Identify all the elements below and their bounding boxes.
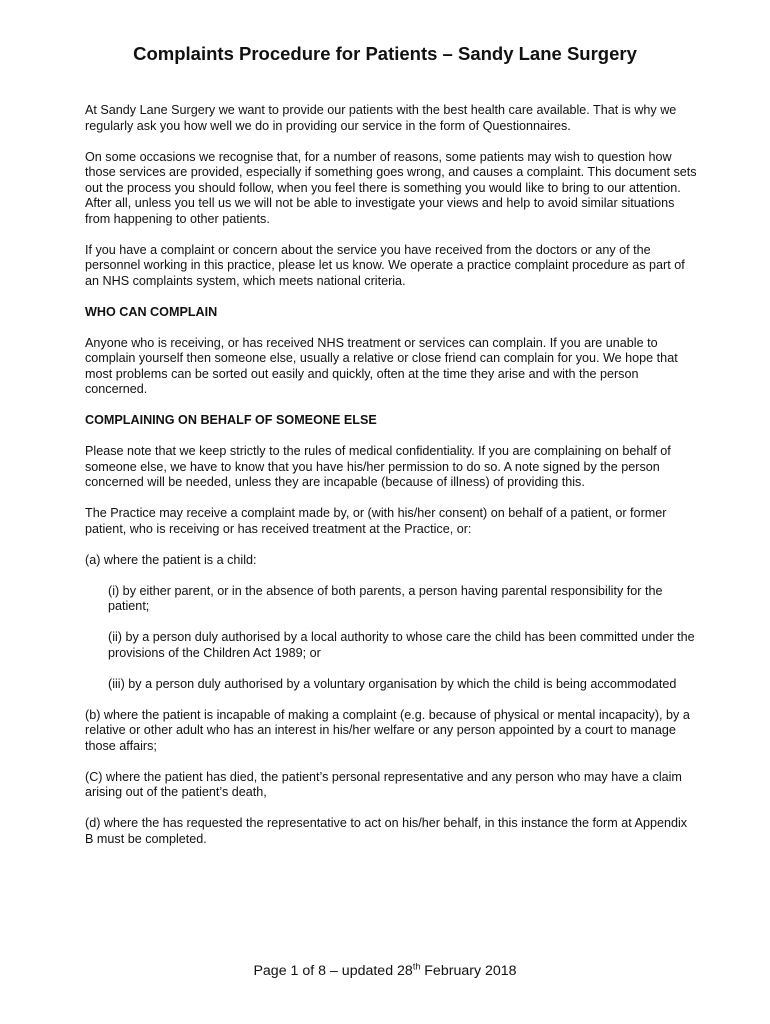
behalf-paragraph-2: The Practice may receive a complaint made by, or (with his/her consent) on behalf of a patient, or former patient, who is receiving or has received treatment at the Practice, or: bbox=[85, 506, 667, 536]
list-item-c: (C) where the patient has died, the patient’s personal representative and any person who may have a claim arising out of the patient’s death, bbox=[85, 769, 682, 799]
list-item-a-ii: (ii) by a person duly authorised by a local authority to whose care the child has been committed under the provisions of the Children Act 1989; or bbox=[108, 630, 695, 660]
intro-paragraph-2: On some occasions we recognise that, for a number of reasons, some patients may wish to question how those services are provided, especially if something goes wrong, and causes a complaint. This document sets out the process you should follow, when you feel there is something you would like to bring to our attention. After all, unless you tell us we will not be able to investigate your views and help to avoid similar situations from happening to other patients. bbox=[85, 149, 697, 226]
page-footer bbox=[0, 962, 770, 980]
behalf-paragraph-1: Please note that we keep strictly to the rules of medical confidentiality. If you are complaining on behalf of someone else, we have to know that you have his/her permission to do so. A note signed by the person concerned will be needed, unless they are incapable (because of illness) of providing this. bbox=[85, 444, 671, 489]
list-item-b: (b) where the patient is incapable of making a complaint (e.g. because of physical or mental incapacity), by a relative or other adult who has an interest in his/her welfare or any person appointed by a court to manage those affairs; bbox=[85, 707, 690, 753]
list-item-a-i: (i) by either parent, or in the absence of both parents, a person having parental responsibility for the patient; bbox=[108, 583, 663, 613]
list-item-a-iii: (iii) by a person duly authorised by a voluntary organisation by which the child is being accommodated bbox=[108, 676, 677, 691]
intro-paragraph-1: At Sandy Lane Surgery we want to provide our patients with the best health care available. That is why we regularly ask you how well we do in providing our service in the form of Questionnaires. bbox=[85, 103, 677, 133]
list-item-d: (d) where the has requested the representative to act on his/her behalf, in this instance the form at Appendix B must be completed. bbox=[85, 816, 688, 846]
intro-paragraph-3: If you have a complaint or concern about the service you have received from the doctors or any of the personnel working in this practice, please let us know. We operate a practice complaint procedure as part of an NHS complaints system, which meets national criteria. bbox=[85, 242, 685, 288]
footer-date-superscript: th bbox=[412, 961, 421, 972]
who-can-complain-paragraph: Anyone who is receiving, or has received NHS treatment or services can complain. If you are unable to complain yourself then someone else, usually a relative or close friend can complain for you. We hope that most problems can be sorted out easily and quickly, often at the time they arise and with the person concerned. bbox=[85, 335, 678, 396]
list-item-a: (a) where the patient is a child: bbox=[85, 552, 257, 567]
page-title: Complaints Procedure for Patients – Sandy Lane Surgery bbox=[133, 43, 637, 64]
section-heading-who-can-complain: WHO CAN COMPLAIN bbox=[85, 304, 218, 319]
footer-page-info: Page 1 of 8 – updated 28 bbox=[253, 963, 413, 979]
footer-date-suffix: February 2018 bbox=[420, 963, 517, 979]
section-heading-complaining-on-behalf: COMPLAINING ON BEHALF OF SOMEONE ELSE bbox=[85, 413, 377, 427]
document-body bbox=[85, 103, 697, 863]
